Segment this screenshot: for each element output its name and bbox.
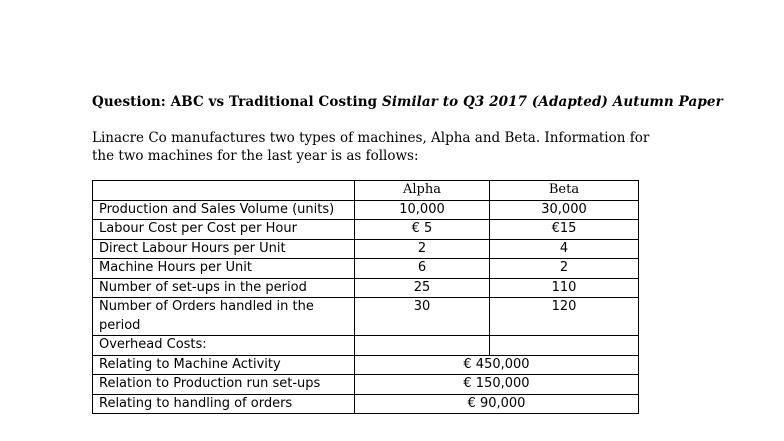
overhead-value: € 450,000: [355, 355, 639, 375]
alpha-value: 6: [355, 259, 490, 279]
alpha-value: 30: [355, 298, 490, 336]
table-row: [93, 278, 639, 298]
row-label: Direct Labour Hours per Unit: [93, 239, 355, 259]
beta-value: 120: [490, 298, 639, 336]
beta-value: 110: [490, 278, 639, 298]
row-label: Number of set-ups in the period: [93, 278, 355, 298]
table-row: [93, 336, 639, 356]
table-row: [93, 259, 639, 279]
header-beta: Beta: [490, 181, 639, 201]
table-row: [93, 298, 639, 336]
beta-value: 4: [490, 239, 639, 259]
table-row: [93, 375, 639, 395]
table-row: [93, 394, 639, 414]
question-subtitle: Similar to Q3 2017 (Adapted) Autumn Paper: [381, 94, 723, 110]
question-title-text: Question: ABC vs Traditional Costing: [92, 94, 382, 110]
overhead-value: € 150,000: [355, 375, 639, 395]
machine-data-table: [92, 180, 639, 414]
question-title: [92, 94, 723, 110]
alpha-value: 10,000: [355, 200, 490, 220]
overhead-label: Relating to Machine Activity: [93, 355, 355, 375]
alpha-value: € 5: [355, 220, 490, 240]
alpha-value: 25: [355, 278, 490, 298]
beta-value: 2: [490, 259, 639, 279]
row-label: Machine Hours per Unit: [93, 259, 355, 279]
beta-value: 30,000: [490, 200, 639, 220]
beta-value: [490, 336, 639, 356]
row-label: Labour Cost per Cost per Hour: [93, 220, 355, 240]
overhead-label: Relation to Production run set-ups: [93, 375, 355, 395]
table-row: [93, 200, 639, 220]
table-header-row: [93, 181, 639, 201]
row-label: Production and Sales Volume (units): [93, 200, 355, 220]
row-label: Overhead Costs:: [93, 336, 355, 356]
header-alpha: Alpha: [355, 181, 490, 201]
overhead-value: € 90,000: [355, 394, 639, 414]
intro-paragraph: Linacre Co manufactures two types of machines, Alpha and Beta. Information for the two machines for the last year is as follows:: [92, 130, 650, 164]
table-row: [93, 220, 639, 240]
header-empty-cell: [93, 181, 355, 201]
overhead-label: Relating to handling of orders: [93, 394, 355, 414]
alpha-value: [355, 336, 490, 356]
beta-value: €15: [490, 220, 639, 240]
alpha-value: 2: [355, 239, 490, 259]
row-label: Number of Orders handled in the period: [93, 298, 355, 336]
table-row: [93, 239, 639, 259]
table-row: [93, 355, 639, 375]
